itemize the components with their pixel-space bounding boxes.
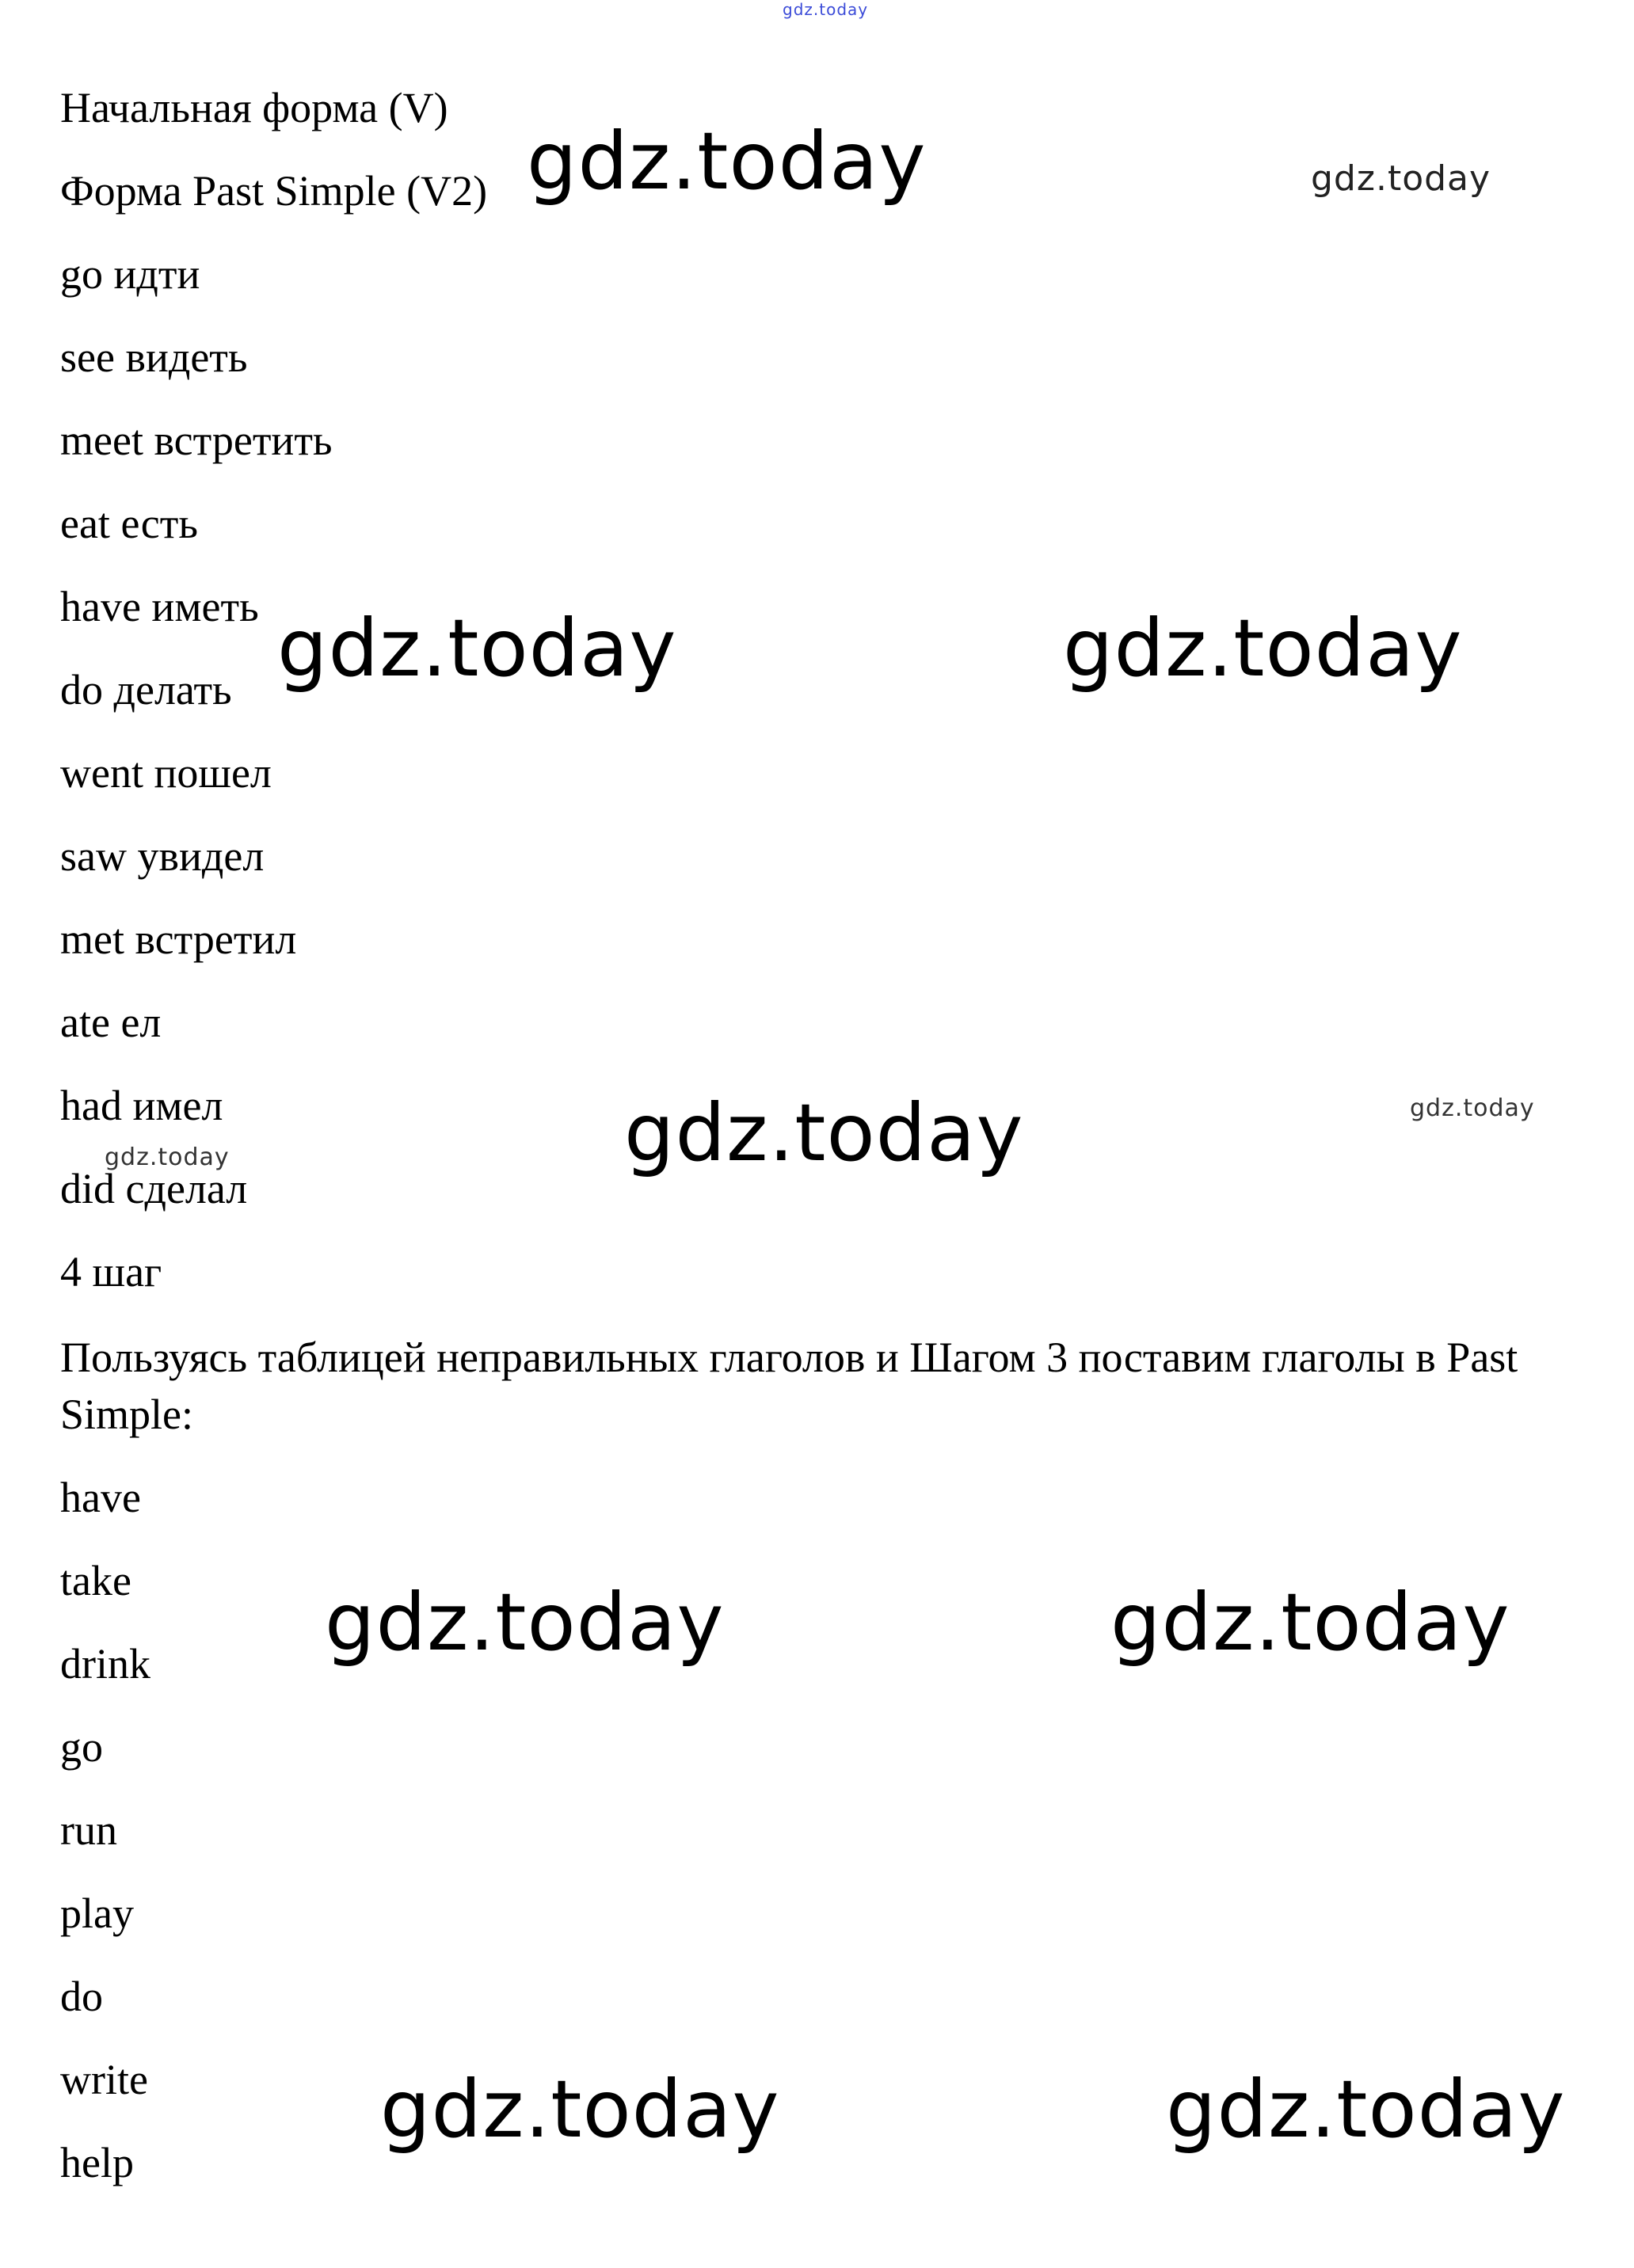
verb-line-8: write: [60, 2056, 148, 2103]
instruction-paragraph: Пользуясь таблицей неправильных глаголов и Шагом 3 поставим глаголы в Past Simple:: [60, 1334, 1518, 1438]
verb-line-4: go: [60, 1723, 103, 1771]
verb-line-5: run: [60, 1806, 117, 1854]
verb-line-2: take: [60, 1557, 131, 1604]
watermark-large-7: gdz.today: [380, 2063, 780, 2156]
doc-line-11: met встретил: [60, 915, 297, 963]
watermark-large-4: gdz.today: [624, 1086, 1024, 1179]
doc-line-7: have иметь: [60, 583, 259, 630]
watermark-small-1: gdz.today: [1410, 1094, 1535, 1122]
watermark-large-5: gdz.today: [325, 1576, 725, 1669]
doc-line-2: Форма Past Simple (V2): [60, 167, 488, 215]
watermark-large-1: gdz.today: [527, 115, 927, 207]
doc-line-6: eat есть: [60, 500, 198, 547]
verb-line-7: do: [60, 1973, 103, 2020]
doc-line-10: saw увидел: [60, 832, 265, 880]
doc-line-5: meet встретить: [60, 417, 333, 464]
doc-line-4: see видеть: [60, 333, 248, 381]
doc-line-14: did сделал: [60, 1165, 248, 1212]
watermark-large-8: gdz.today: [1166, 2063, 1566, 2156]
watermark-large-6: gdz.today: [1110, 1576, 1510, 1669]
verb-line-9: help: [60, 2139, 134, 2186]
doc-line-9: went пошел: [60, 749, 272, 797]
watermark-small-2: gdz.today: [105, 1144, 230, 1171]
doc-line-12: ate ел: [60, 999, 162, 1046]
watermark-large-2: gdz.today: [277, 602, 677, 694]
doc-line-3: go идти: [60, 250, 200, 298]
doc-line-15: 4 шаг: [60, 1248, 162, 1296]
verb-line-6: play: [60, 1889, 134, 1937]
watermark-large-3: gdz.today: [1063, 602, 1463, 694]
doc-line-8: do делать: [60, 666, 232, 714]
verb-line-3: drink: [60, 1640, 150, 1688]
watermark-medium-1: gdz.today: [1311, 158, 1491, 199]
watermark-top: gdz.today: [783, 0, 869, 19]
doc-line-13: had имел: [60, 1082, 223, 1129]
verb-line-1: have: [60, 1474, 141, 1521]
doc-line-1: Начальная форма (V): [60, 84, 448, 131]
